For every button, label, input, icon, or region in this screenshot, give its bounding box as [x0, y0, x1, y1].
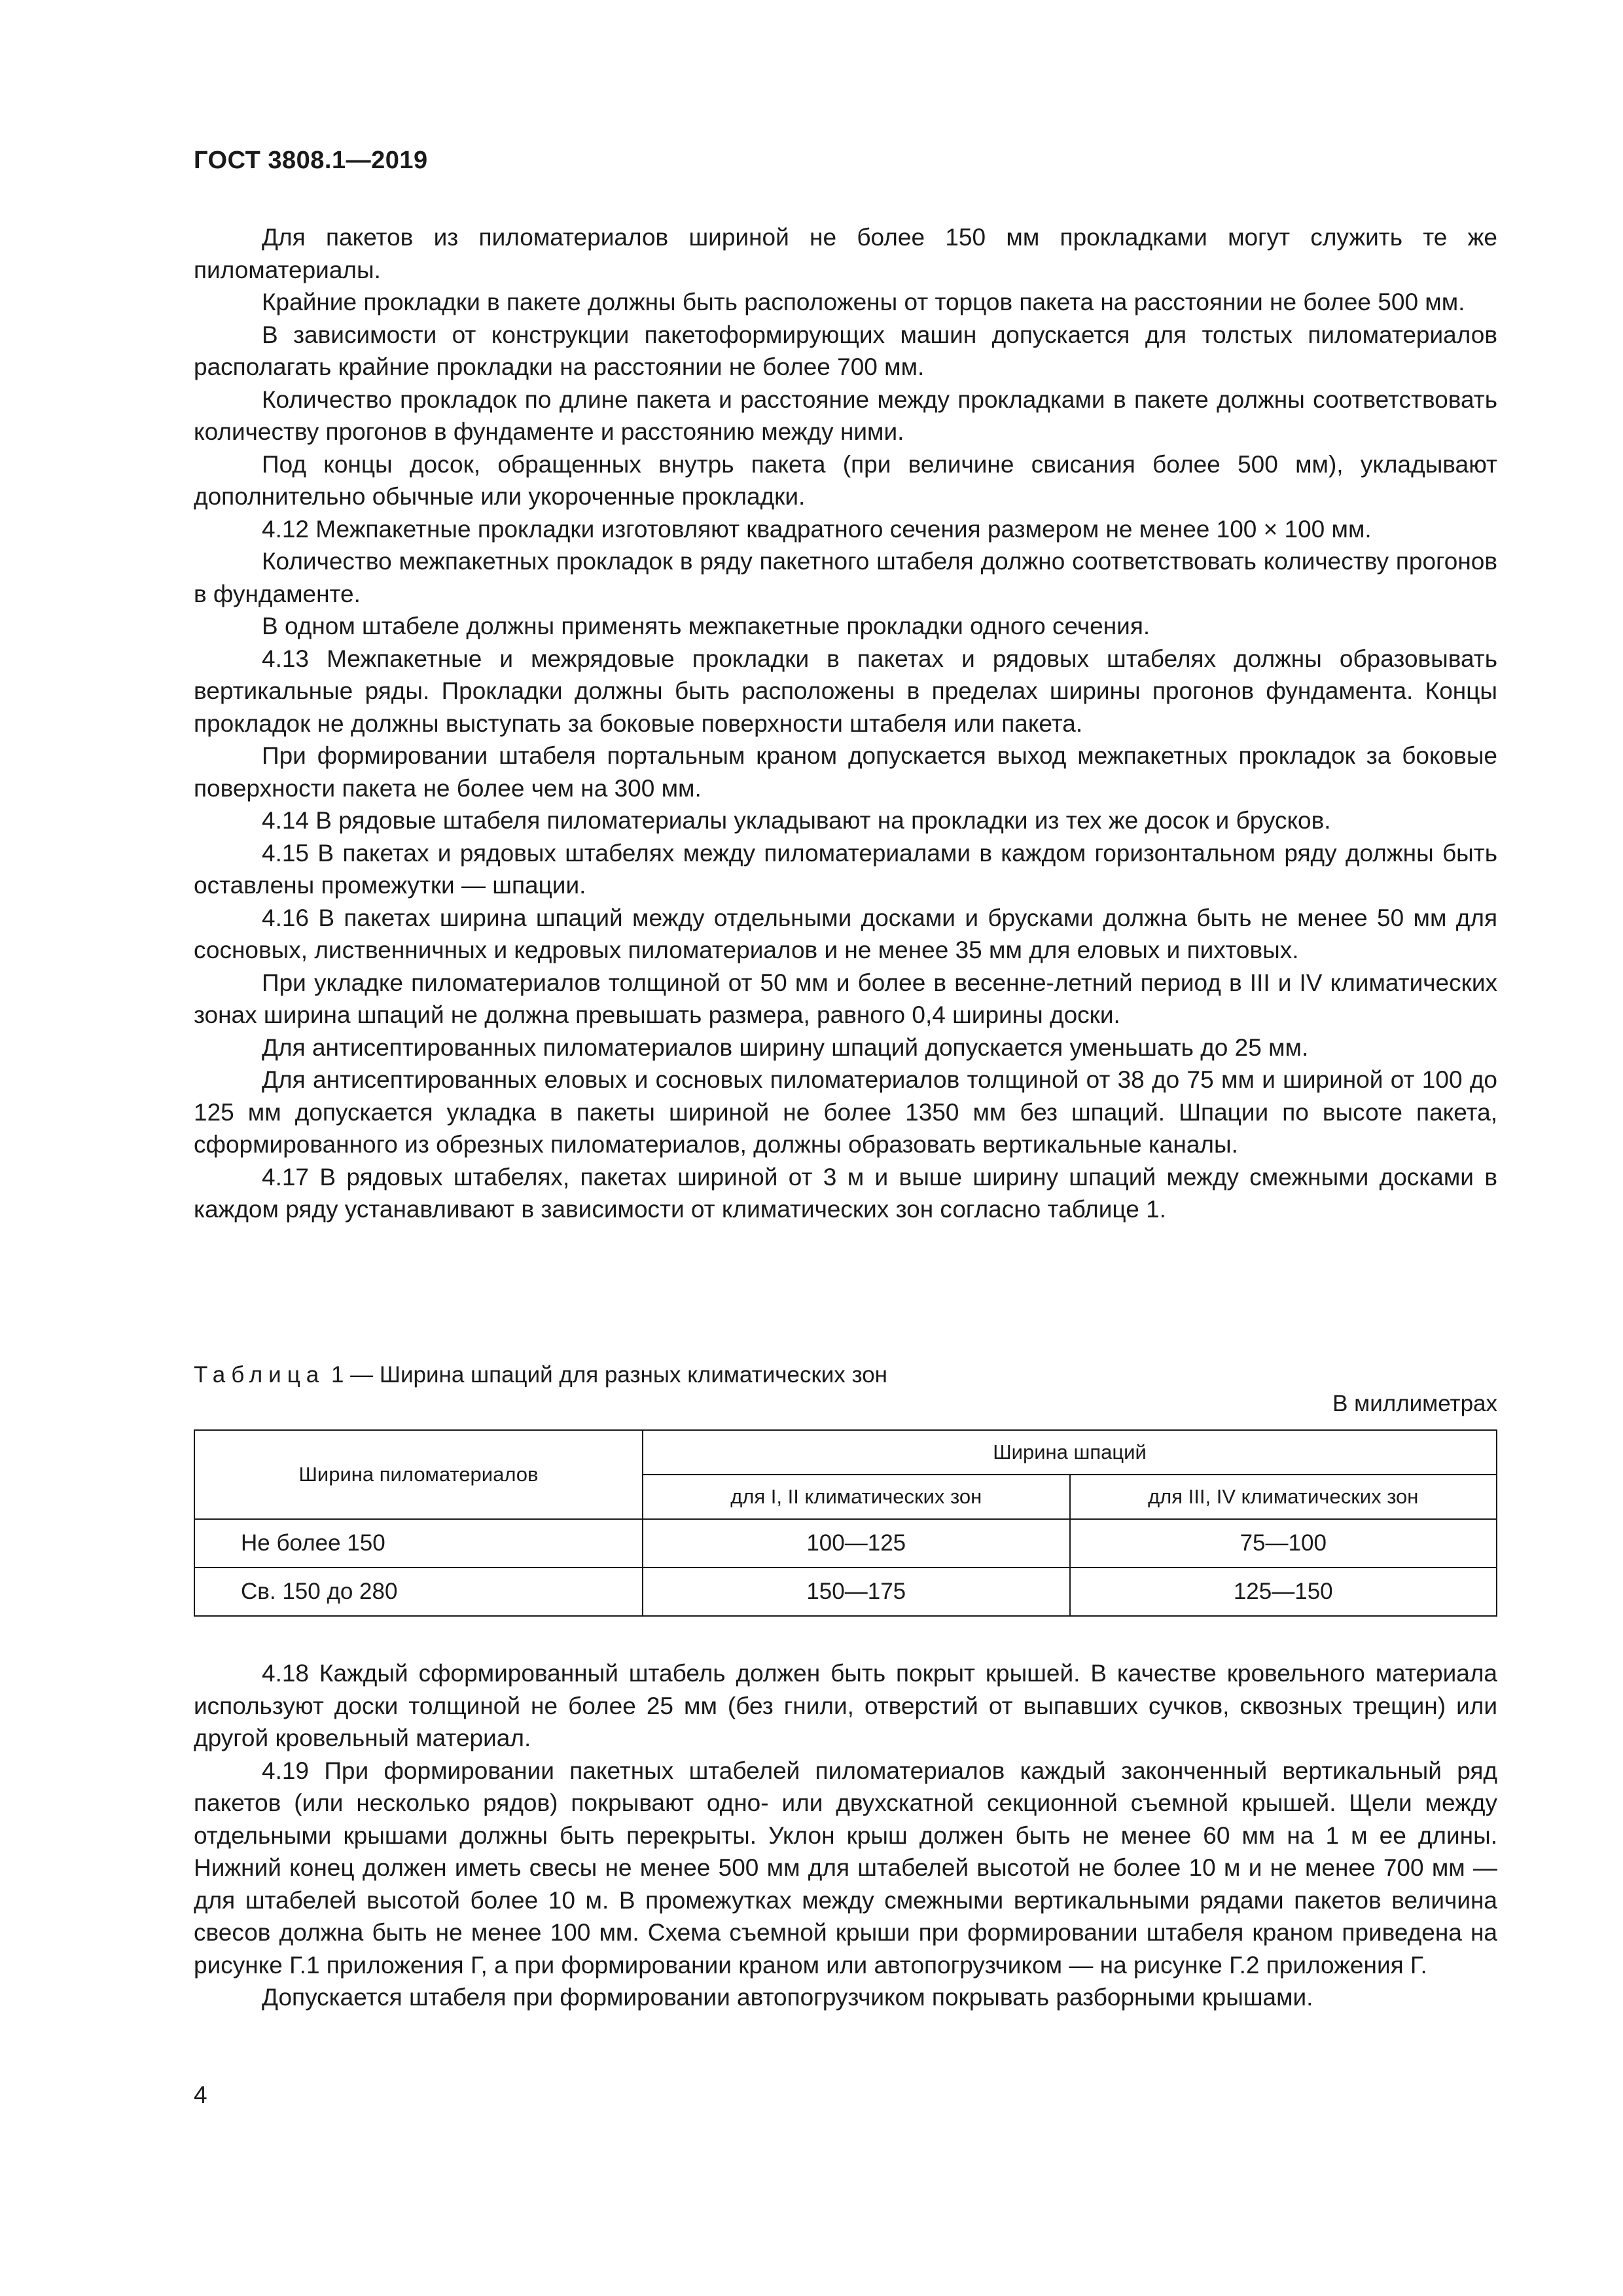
paragraph: В зависимости от конструкции пакетоформирующих машин допускается для толстых пиломатериалов располагать крайние прокладки на расстоянии не более 700 мм. — [194, 321, 1497, 380]
sub-header-zones-3-4: для III, IV климатических зон — [1070, 1475, 1497, 1519]
paragraph: Для антисептированных пиломатериалов ширину шпаций допускается уменьшать до 25 мм. — [262, 1033, 1309, 1061]
paragraph: Крайние прокладки в пакете должны быть расположены от торцов пакета на расстоянии не более 500 мм. — [262, 289, 1465, 315]
col-header-lumber-width: Ширина пиломатериалов — [194, 1430, 643, 1519]
body-text-before-table — [194, 221, 1497, 1226]
paragraph: Для антисептированных еловых и сосновых пиломатериалов толщиной от 38 до 75 мм и шириной от 100 до 125 мм допускается укладка в пакеты шириной не более 1350 мм без шпаций. Шпации по высоте пакета, сформированного из обрезных пиломатериалов, должны образовать вертикальные каналы. — [194, 1066, 1497, 1158]
cell-zones-1-2: 100—125 — [643, 1519, 1070, 1568]
paragraph-clause-4-17: 4.17 В рядовых штабелях, пакетах шириной от 3 м и выше ширину шпаций между смежными досками в каждом ряду устанавливают в зависимости от климатических зон согласно таблице 1. — [194, 1163, 1497, 1223]
cell-zones-3-4: 75—100 — [1070, 1519, 1497, 1568]
paragraph: При укладке пиломатериалов толщиной от 50 мм и более в весенне-летний период в III и IV климатических зонах ширина шпаций не должна превышать размера, равного 0,4 ширины доски. — [194, 969, 1497, 1028]
paragraph: В одном штабеле должны применять межпакетные прокладки одного сечения. — [262, 613, 1150, 639]
paragraph: При формировании штабеля портальным краном допускается выход межпакетных прокладок за боковые поверхности пакета не более чем на 300 мм. — [194, 742, 1497, 802]
paragraph-clause-4-15: 4.15 В пакетах и рядовых штабелях между пиломатериалами в каждом горизонтальном ряду должны быть оставлены промежутки — шпации. — [194, 839, 1497, 899]
paragraph: Допускается штабеля при формировании автопогрузчиком покрывать разборными крышами. — [262, 1984, 1313, 2011]
sub-header-zones-1-2: для I, II климатических зон — [643, 1475, 1070, 1519]
page-number: 4 — [194, 2081, 207, 2108]
table-caption — [194, 1359, 1497, 1391]
paragraph-clause-4-16: 4.16 В пакетах ширина шпаций между отдельными досками и брусками должна быть не менее 50 мм для сосновых, лиственничных и кедровых пиломатериалов и не менее 35 мм для еловых и пихтовых. — [194, 904, 1497, 963]
paragraph: Количество межпакетных прокладок в ряду пакетного штабеля должно соответствовать количеству прогонов в фундаменте. — [194, 548, 1497, 607]
group-header-spacing-width: Ширина шпаций — [643, 1430, 1497, 1475]
paragraph-clause-4-18: 4.18 Каждый сформированный штабель должен быть покрыт крышей. В качестве кровельного материала используют доски толщиной не более 25 мм (без гнили, отверстий от выпавших сучков, сквозных трещин) или другой кровельный материал. — [194, 1660, 1497, 1751]
cell-zones-1-2: 150—175 — [643, 1568, 1070, 1616]
cell-width: Не более 150 — [194, 1519, 643, 1568]
cell-zones-3-4: 125—150 — [1070, 1568, 1497, 1616]
table-row — [194, 1568, 1497, 1616]
paragraph: Для пакетов из пиломатериалов шириной не более 150 мм прокладками могут служить те же пиломатериалы. — [194, 224, 1497, 283]
table-row — [194, 1519, 1497, 1568]
paragraph-clause-4-19: 4.19 При формировании пакетных штабелей пиломатериалов каждый законченный вертикальный ряд пакетов (или несколько рядов) покрывают одно- или двухскатной секционной съемной крышей. Щели между отдельными крышами должны быть перекрыты. Уклон крыш должен быть не менее 60 мм на 1 м ее длины. Нижний конец должен иметь свесы не менее 500 мм для штабелей высотой не более 10 м и не менее 700 мм — для штабелей высотой более 10 м. В промежутках между смежными вертикальными рядами пакетов величина свесов должна быть не менее 100 мм. Схема съемной крыши при формировании штабеля краном приведена на рисунке Г.1 приложения Г, а при формировании краном или автопогрузчиком — на рисунке Г.2 приложения Г. — [194, 1757, 1497, 1979]
table-caption-text: 1 — Ширина шпаций для разных климатических зон — [330, 1362, 887, 1388]
table-caption-label: Таблица — [194, 1362, 325, 1388]
document-header: ГОСТ 3808.1—2019 — [194, 147, 428, 174]
spacing-table — [194, 1429, 1497, 1617]
cell-width: Св. 150 до 280 — [194, 1568, 643, 1616]
paragraph-clause-4-13: 4.13 Межпакетные и межрядовые прокладки в пакетах и рядовых штабелях должны образовывать вертикальные ряды. Прокладки должны быть расположены в пределах ширины прогонов фундамента. Концы прокладок не должны выступать за боковые поверхности штабеля или пакета. — [194, 645, 1497, 737]
paragraph: Под концы досок, обращенных внутрь пакета (при величине свисания более 500 мм), укладывают дополнительно обычные или укороченные прокладки. — [194, 450, 1497, 510]
paragraph-clause-4-12: 4.12 Межпакетные прокладки изготовляют квадратного сечения размером не менее 100 × 100 мм. — [262, 515, 1372, 543]
body-text-after-table — [194, 1657, 1497, 2014]
table-units: В миллиметрах — [1332, 1391, 1497, 1416]
paragraph-clause-4-14: 4.14 В рядовые штабеля пиломатериалы укладывают на прокладки из тех же досок и брусков. — [262, 807, 1331, 834]
paragraph: Количество прокладок по длине пакета и расстояние между прокладками в пакете должны соответствовать количеству прогонов в фундаменте и расстоянию между ними. — [194, 386, 1497, 445]
